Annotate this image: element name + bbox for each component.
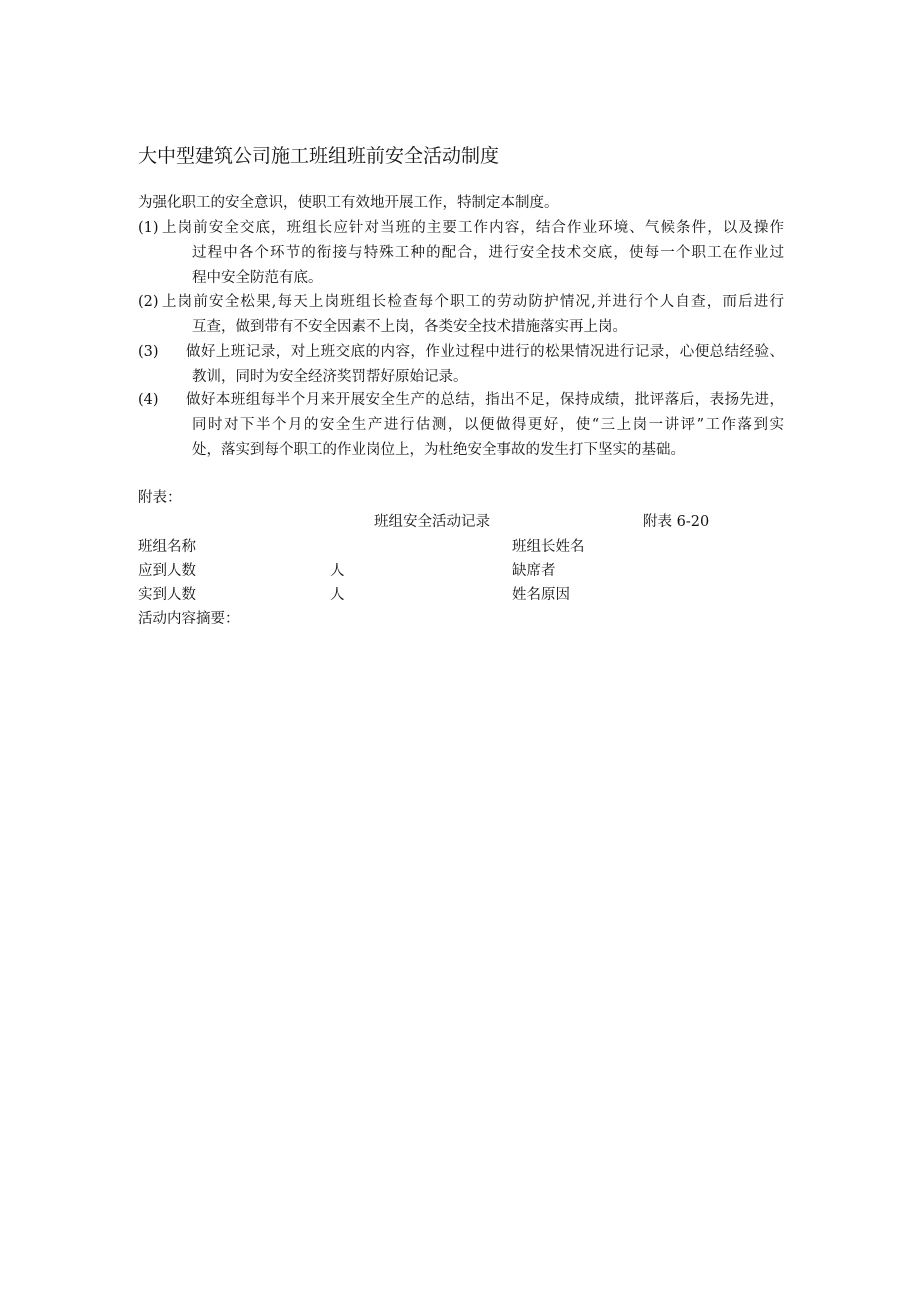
absentee-label: 缺席者 xyxy=(512,563,556,579)
expected-count-unit: 人 xyxy=(330,563,345,579)
rule-item-4-line-1: 做好本班组每半个月来开展安全生产的总结，指出不足，保持成绩，批评落后，表扬先进， xyxy=(186,392,784,408)
leader-name-label: 班组长姓名 xyxy=(512,539,585,555)
rule-item-3-line-2: 教训，同时为安全经济奖罚帮好原始记录。 xyxy=(192,369,468,385)
rule-item-1-line-1: 上岗前安全交底，班组长应针对当班的主要工作内容，结合作业环境、气候条件，以及操作 xyxy=(162,220,784,236)
form-number: 附表 6-20 xyxy=(643,514,710,530)
rule-item-2-line-1: 上岗前安全松果,每天上岗班组长检查每个职工的劳动防护情况,并进行个人自查，而后进行 xyxy=(162,294,784,310)
form-title: 班组安全活动记录 xyxy=(374,514,490,530)
intro-paragraph: 为强化职工的安全意识，使职工有效地开展工作，特制定本制度。 xyxy=(138,195,559,211)
expected-count-label: 应到人数 xyxy=(138,563,196,579)
rule-item-3-number: (3) xyxy=(138,344,159,360)
document-title: 大中型建筑公司施工班组班前安全活动制度 xyxy=(138,145,500,167)
attachment-label: 附表： xyxy=(138,490,182,506)
rule-item-4-line-3: 处，落实到每个职工的作业岗位上，为杜绝安全事故的发生打下坚实的基础。 xyxy=(192,442,685,458)
team-name-label: 班组名称 xyxy=(138,539,196,555)
rule-item-1-line-3: 程中安全防范有底。 xyxy=(192,270,323,286)
activity-summary-label: 活动内容摘要： xyxy=(138,611,240,627)
rule-item-3-line-1: 做好上班记录，对上班交底的内容，作业过程中进行的松果情况进行记录，心便总结经验、 xyxy=(186,344,784,360)
absence-reason-label: 姓名原因 xyxy=(512,587,570,603)
actual-count-label: 实到人数 xyxy=(138,587,196,603)
rule-item-2-line-2: 互查，做到带有不安全因素不上岗，各类安全技术措施落实再上岗。 xyxy=(192,319,627,335)
rule-item-1-line-2: 过程中各个环节的衔接与特殊工种的配合，进行安全技术交底，使每一个职工在作业过 xyxy=(192,245,784,261)
rule-item-1-number: (1) xyxy=(138,220,159,236)
actual-count-unit: 人 xyxy=(330,587,345,603)
rule-item-2-number: (2) xyxy=(138,294,159,310)
rule-item-4-number: (4) xyxy=(138,392,159,408)
rule-item-4-line-2: 同时对下半个月的安全生产进行估测，以便做得更好，使“三上岗一讲评”工作落到实 xyxy=(192,417,784,433)
